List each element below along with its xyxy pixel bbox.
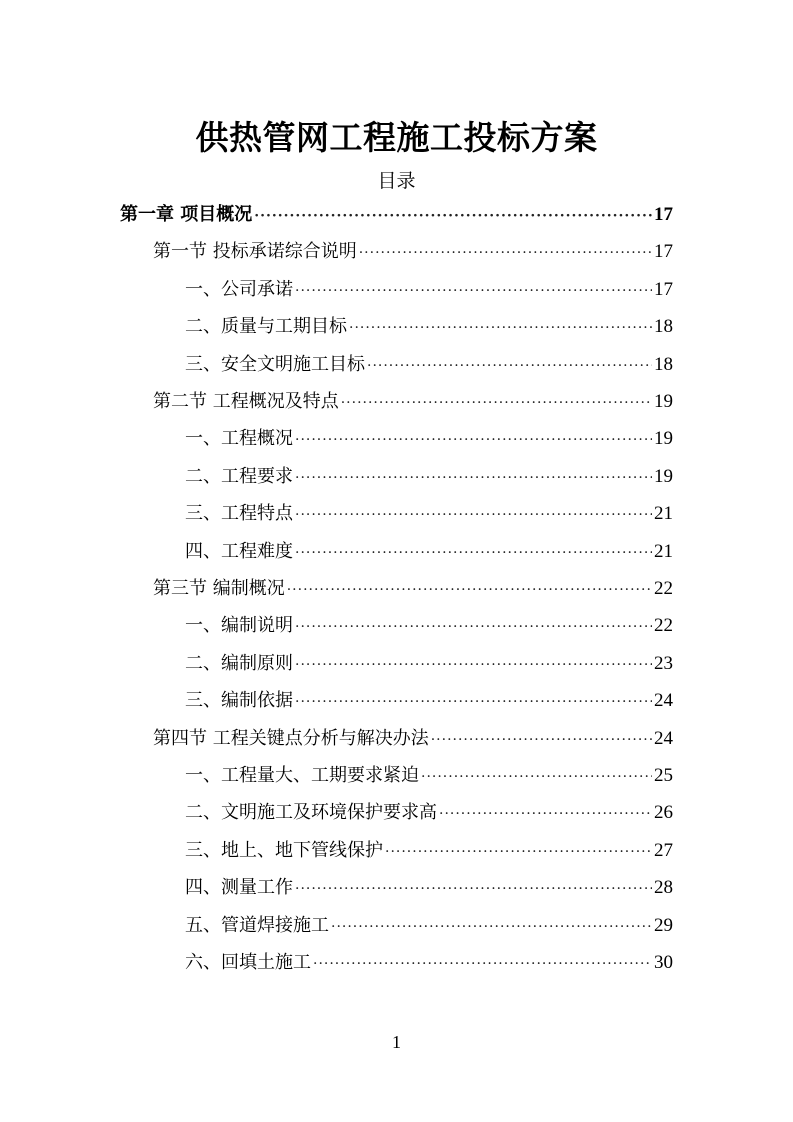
toc-entry-label: 四、测量工作 xyxy=(185,877,293,899)
toc-entry-label: 二、质量与工期目标 xyxy=(185,316,347,338)
toc-entry-label: 五、管道焊接施工 xyxy=(185,914,329,936)
toc-leader-dots xyxy=(367,348,652,385)
toc-subsection[interactable] xyxy=(185,682,673,719)
toc-leader-dots xyxy=(295,422,652,459)
toc-entry-page: 24 xyxy=(654,727,673,749)
toc-leader-dots xyxy=(439,796,652,833)
toc-entry-page: 19 xyxy=(654,428,673,450)
toc-entry-page: 22 xyxy=(654,578,673,599)
toc-subsection[interactable] xyxy=(185,271,673,308)
toc-leader-dots xyxy=(295,647,652,684)
toc-entry-page: 27 xyxy=(654,839,673,861)
toc-subsection[interactable] xyxy=(185,495,673,532)
toc-entry-page: 28 xyxy=(654,877,673,899)
toc-subsection[interactable] xyxy=(185,458,673,495)
toc-subsection[interactable] xyxy=(185,944,673,981)
page-number: 1 xyxy=(392,1032,401,1052)
toc-section[interactable] xyxy=(153,233,673,270)
toc-subsection[interactable] xyxy=(185,308,673,345)
toc-leader-dots xyxy=(295,273,652,310)
toc-subsection[interactable] xyxy=(185,533,673,570)
toc-leader-dots xyxy=(295,535,652,572)
toc-section[interactable] xyxy=(153,383,673,420)
toc-entry-label: 第三节 编制概况 xyxy=(153,578,285,599)
toc-subsection[interactable] xyxy=(185,346,673,383)
toc-leader-dots xyxy=(341,385,652,422)
toc-entry-label: 二、工程要求 xyxy=(185,465,293,487)
toc-leader-dots xyxy=(359,235,652,272)
toc-subsection[interactable] xyxy=(185,420,673,457)
toc-entry-page: 21 xyxy=(654,503,673,525)
toc-leader-dots xyxy=(431,722,652,759)
toc-entry-page: 19 xyxy=(654,465,673,487)
toc-chapter[interactable] xyxy=(120,196,673,233)
toc-leader-dots xyxy=(287,572,652,609)
toc-heading: 目录 xyxy=(377,170,416,192)
toc-section[interactable] xyxy=(153,720,673,757)
toc-entry-label: 三、地上、地下管线保护 xyxy=(185,839,383,861)
toc-entry-page: 19 xyxy=(654,391,673,412)
toc-entry-page: 18 xyxy=(654,353,673,375)
toc-leader-dots xyxy=(385,834,652,871)
toc-leader-dots xyxy=(295,684,652,721)
toc-leader-dots xyxy=(331,909,652,946)
toc-entry-label: 第一章 项目概况 xyxy=(120,204,253,225)
toc-entry-label: 三、工程特点 xyxy=(185,503,293,525)
toc-leader-dots xyxy=(421,759,652,796)
toc-leader-dots xyxy=(254,198,652,235)
toc-entry-page: 26 xyxy=(654,802,673,824)
toc-entry-label: 二、文明施工及环境保护要求高 xyxy=(185,802,437,824)
toc-entry-label: 六、回填土施工 xyxy=(185,952,311,973)
toc-entry-label: 第二节 工程概况及特点 xyxy=(153,391,339,412)
toc-entry-page: 22 xyxy=(654,615,673,637)
toc-entry-page: 29 xyxy=(654,914,673,936)
toc-subsection[interactable] xyxy=(185,645,673,682)
document-title: 供热管网工程施工投标方案 xyxy=(195,118,598,157)
toc-subsection[interactable] xyxy=(185,869,673,906)
toc-entry-label: 一、工程概况 xyxy=(185,428,293,450)
toc-entry-page: 17 xyxy=(654,241,673,263)
toc-entry-page: 17 xyxy=(654,278,673,300)
toc-entry-label: 二、编制原则 xyxy=(185,652,293,674)
toc-subsection[interactable] xyxy=(185,907,673,944)
toc-entry-page: 21 xyxy=(654,540,673,562)
toc-entry-label: 三、编制依据 xyxy=(185,690,293,712)
toc-section[interactable] xyxy=(153,570,673,607)
toc-leader-dots xyxy=(295,497,652,534)
toc-entry-page: 18 xyxy=(654,316,673,338)
toc-entry-label: 一、编制说明 xyxy=(185,615,293,637)
toc-subsection[interactable] xyxy=(185,832,673,869)
toc-entry-label: 三、安全文明施工目标 xyxy=(185,353,365,375)
toc-entry-page: 24 xyxy=(654,690,673,712)
toc-leader-dots xyxy=(295,871,652,908)
toc-entry-label: 一、公司承诺 xyxy=(185,278,293,300)
toc-subsection[interactable] xyxy=(185,607,673,644)
toc-entry-label: 第一节 投标承诺综合说明 xyxy=(153,241,357,263)
toc-leader-dots xyxy=(349,310,652,347)
toc-subsection[interactable] xyxy=(185,757,673,794)
toc-entry-page: 23 xyxy=(654,652,673,674)
toc-entry-page: 17 xyxy=(654,204,673,225)
toc-leader-dots xyxy=(313,946,652,983)
toc-entry-page: 25 xyxy=(654,765,673,786)
toc-entry-page: 30 xyxy=(654,952,673,973)
toc-entry-label: 一、工程量大、工期要求紧迫 xyxy=(185,765,419,786)
toc-subsection[interactable] xyxy=(185,794,673,831)
toc-entry-label: 第四节 工程关键点分析与解决办法 xyxy=(153,727,429,749)
toc-leader-dots xyxy=(295,609,652,646)
toc-entry-label: 四、工程难度 xyxy=(185,540,293,562)
toc-leader-dots xyxy=(295,460,652,497)
